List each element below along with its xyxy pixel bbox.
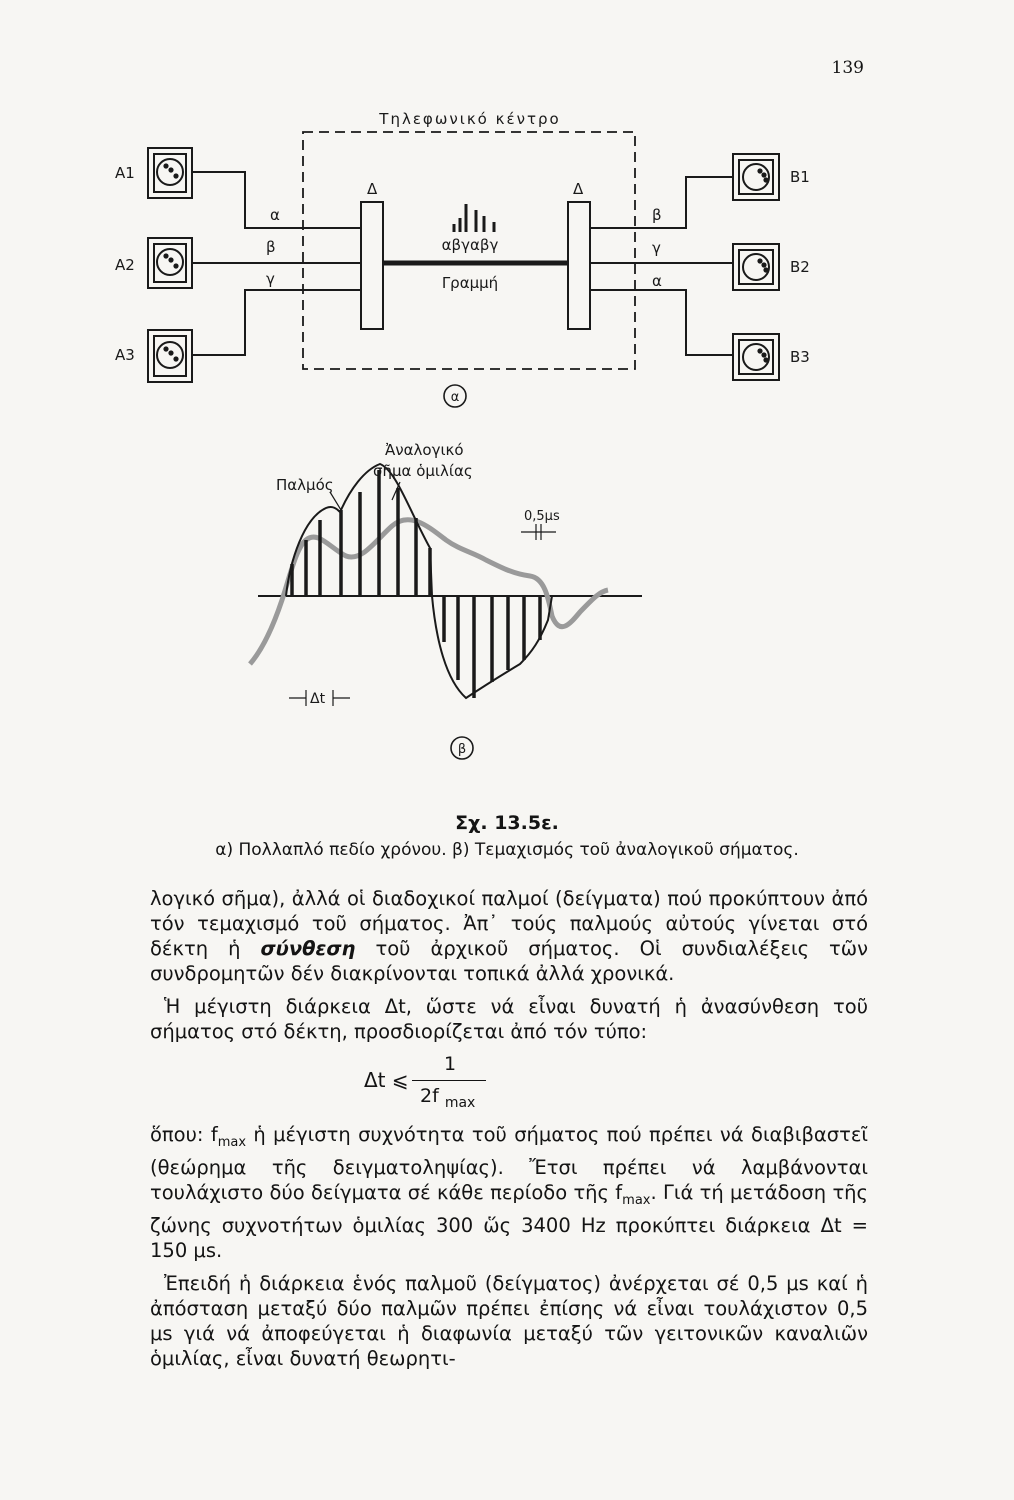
switch-label-right: Δ — [573, 180, 584, 198]
formula-lhs: Δt ⩽ — [364, 1068, 409, 1092]
label-a1: A1 — [115, 164, 135, 182]
pulse-width-label: 0,5μs — [524, 509, 560, 524]
line-label-left-1: α — [270, 206, 280, 224]
figure-b — [250, 464, 642, 759]
switch-left — [361, 202, 383, 329]
line-label-right-2: γ — [652, 239, 661, 257]
label-b1: B1 — [790, 168, 810, 186]
caption-text: α) Πολλαπλό πεδίο χρόνου. β) Τεμαχισμός τοῦ ἀναλογικοῦ σήματος. — [215, 840, 799, 860]
telephone-a2 — [148, 238, 192, 288]
pulse-width-marker — [521, 524, 556, 540]
label-a3: A3 — [115, 346, 135, 364]
telephone-a1 — [148, 148, 192, 198]
pulse-envelope — [286, 464, 552, 698]
telephone-b2 — [733, 244, 779, 290]
formula-denominator: 2f $_{max}$ — [420, 1085, 476, 1111]
caption-title: Σχ. 13.5ε. — [455, 812, 559, 834]
paragraph-4: Ἐπειδή ἡ διάρκεια ἑνός παλμοῦ (δείγματος) ἀνέρχεται σέ 0,5 μs καί ἡ ἀπόσταση μεταξύ δύο παλμῶν πρέπει ἐπίσης νά εἶναι τουλάχιστον 0,5 μs γιά νά ἀποφεύγεται ἡ διαφωνία μεταξύ τῶν γειτονικῶν καναλιῶν ὁμιλίας, εἶναι δυνατή θεωρητι- — [150, 1271, 868, 1370]
sample-pulses — [292, 470, 540, 698]
body-text — [150, 886, 868, 1379]
telephone-b3 — [733, 334, 779, 380]
pulse-label: Παλμός — [276, 476, 334, 494]
analog-label-line1: Ἀναλογικό — [385, 441, 464, 459]
pulse-sticks — [454, 204, 494, 232]
label-b3: B3 — [790, 348, 810, 366]
telephone-b1 — [733, 154, 779, 200]
telephone-a3 — [148, 330, 192, 382]
fraction-bar — [412, 1080, 486, 1081]
exchange-title: Τηλεφωνικό κέντρο — [379, 110, 561, 128]
analog-label-line2: σῆμα ὁμιλίας — [373, 462, 473, 480]
panel-b-label: β — [457, 742, 467, 757]
label-b2: B2 — [790, 258, 810, 276]
figure-a — [148, 132, 779, 407]
paragraph-2: Ἡ μέγιστη διάρκεια Δt, ὥστε νά εἶναι δυνατή ἡ ἀνασύνθεση τοῦ σήματος στό δέκτη, προσδιορίζεται ἀπό τόν τύπο: — [150, 995, 868, 1043]
paragraph-3: ὅπου: $f_{max}$ ἡ μέγιστη συχνότητα τοῦ σήματος πού πρέπει νά διαβιβαστεῖ (θεώρημα τῆς δειγματοληψίας). Ἔτσι πρέπει νά λαμβάνονται τουλάχιστο δύο δείγματα σέ κάθε περίοδο τῆς $f_{max}$. Γιά τή μετάδοση τῆς ζώνης συχνοτήτων ὁμιλίας 300 ὥς 3400 Hz προκύπτει διάρκεια Δt = 150 μs. — [150, 1123, 868, 1262]
emphasis-synthesis: σύνθεση — [260, 937, 356, 960]
wire-b3 — [590, 290, 733, 355]
switch-label-left: Δ — [367, 180, 378, 198]
line-label-left-3: γ — [266, 270, 275, 288]
formula-numerator: 1 — [444, 1053, 457, 1075]
paragraph-1: λογικό σῆμα), ἀλλά οἱ διαδοχικοί παλμοί (δείγματα) πού προκύπτουν ἀπό τόν τεμαχισμό τοῦ σήματος. Ἀπ᾽ τούς παλμούς αὐτούς γίνεται στό δέκτη ἡ σύνθεση τοῦ ἀρχικοῦ σήματος. Οἱ συνδιαλέξεις τῶν συνδρομητῶν δέν διακρίνονται τοπικά ἀλλά χρονικά. — [150, 887, 869, 985]
pulse-sequence: αβγαβγ — [441, 236, 499, 254]
label-a2: A2 — [115, 256, 135, 274]
line-label-left-2: β — [266, 238, 276, 256]
figure-a-labels — [115, 110, 810, 405]
line-label: Γραμμή — [441, 274, 499, 292]
wire-a3 — [192, 290, 361, 355]
switch-right — [568, 202, 590, 329]
figure-b-labels — [276, 441, 560, 757]
line-label-right-1: β — [652, 206, 662, 224]
panel-a-label: α — [450, 390, 460, 405]
line-label-right-3: α — [652, 272, 662, 290]
sampling-formula — [150, 1052, 868, 1112]
interval-label: Δt — [310, 691, 326, 707]
page-number: 139 — [831, 58, 864, 78]
